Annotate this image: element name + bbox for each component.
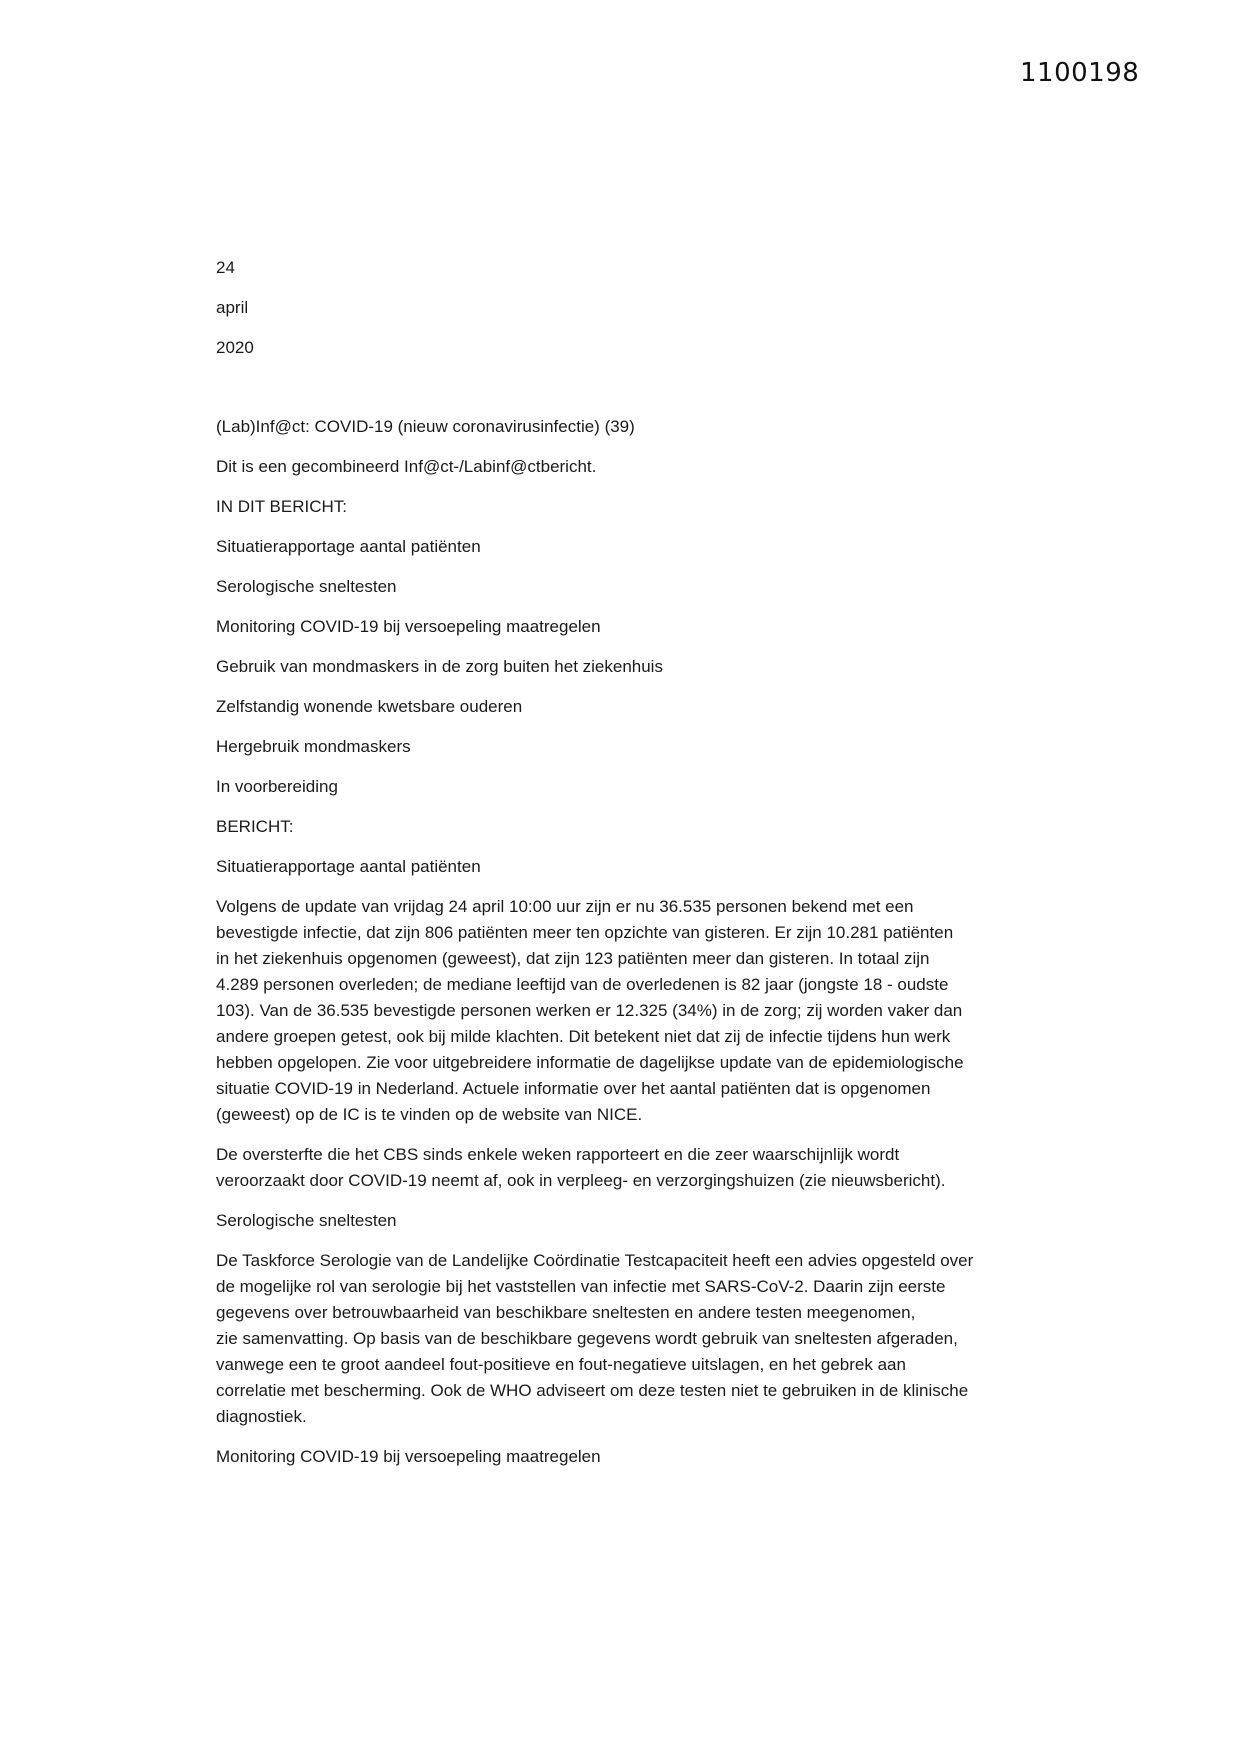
paragraph-line: veroorzaakt door COVID-19 neemt af, ook in verpleeg- en verzorgingshuizen (zie nieuwsbericht).: [216, 1171, 946, 1190]
paragraph-line: 4.289 personen overleden; de mediane leeftijd van de overledenen is 82 jaar (jongste 18 - oudste: [216, 975, 949, 994]
paragraph-line: bevestigde infectie, dat zijn 806 patiënten meer ten opzichte van gisteren. Er zijn 10.281 patiënten: [216, 923, 954, 942]
date-day: 24: [216, 258, 235, 277]
section-heading: Serologische sneltesten: [216, 1211, 397, 1230]
section-heading: Situatierapportage aantal patiënten: [216, 857, 481, 876]
toc-item: Situatierapportage aantal patiënten: [216, 537, 481, 556]
toc-item: Serologische sneltesten: [216, 577, 397, 596]
document-title: (Lab)Inf@ct: COVID-19 (nieuw coronavirusinfectie) (39): [216, 417, 635, 436]
paragraph-line: in het ziekenhuis opgenomen (geweest), dat zijn 123 patiënten meer dan gisteren. In totaal zijn: [216, 949, 930, 968]
toc-item: In voorbereiding: [216, 777, 338, 796]
paragraph-line: de mogelijke rol van serologie bij het vaststellen van infectie met SARS-CoV-2. Daarin zijn eerste: [216, 1277, 946, 1296]
paragraph-line: 103). Van de 36.535 bevestigde personen werken er 12.325 (34%) in de zorg; zij worden vaker dan: [216, 1001, 963, 1020]
toc-item: Gebruik van mondmaskers in de zorg buiten het ziekenhuis: [216, 657, 663, 676]
paragraph-line: hebben opgelopen. Zie voor uitgebreidere informatie de dagelijkse update van de epidemiologische: [216, 1053, 964, 1072]
paragraph-line: Volgens de update van vrijdag 24 april 10:00 uur zijn er nu 36.535 personen bekend met een: [216, 897, 914, 916]
paragraph-line: diagnostiek.: [216, 1407, 307, 1426]
paragraph-line: gegevens over betrouwbaarheid van beschikbare sneltesten en andere testen meegenomen,: [216, 1303, 916, 1322]
paragraph-line: zie samenvatting. Op basis van de beschikbare gegevens wordt gebruik van sneltesten afgeraden,: [216, 1329, 958, 1348]
date-year: 2020: [216, 338, 254, 357]
toc-heading: IN DIT BERICHT:: [216, 497, 347, 516]
toc-item: Zelfstandig wonende kwetsbare ouderen: [216, 697, 523, 716]
paragraph: [216, 894, 1026, 1128]
toc-item: Monitoring COVID-19 bij versoepeling maatregelen: [216, 617, 601, 636]
paragraph-line: De oversterfte die het CBS sinds enkele weken rapporteert en die zeer waarschijnlijk wordt: [216, 1145, 900, 1164]
section-heading: Monitoring COVID-19 bij versoepeling maatregelen: [216, 1447, 601, 1466]
paragraph-line: correlatie met bescherming. Ook de WHO adviseert om deze testen niet te gebruiken in de klinische: [216, 1381, 969, 1400]
paragraph-line: andere groepen getest, ook bij milde klachten. Dit betekent niet dat zij de infectie tijdens hun werk: [216, 1027, 951, 1046]
date-month: april: [216, 298, 249, 317]
message-heading: BERICHT:: [216, 817, 294, 836]
document-body: [216, 414, 1026, 1484]
paragraph: [216, 1248, 1026, 1430]
paragraph: [216, 1142, 1026, 1194]
intro-text: Dit is een gecombineerd Inf@ct-/Labinf@ctbericht.: [216, 457, 597, 476]
paragraph-line: vanwege een te groot aandeel fout-positieve en fout-negatieve uitslagen, en het gebrek aan: [216, 1355, 906, 1374]
paragraph-line: De Taskforce Serologie van de Landelijke Coördinatie Testcapaciteit heeft een advies opgesteld over: [216, 1251, 974, 1270]
paragraph-line: situatie COVID-19 in Nederland. Actuele informatie over het aantal patiënten dat is opgenomen: [216, 1079, 931, 1098]
paragraph-line: (geweest) op de IC is te vinden op de website van NICE.: [216, 1105, 643, 1124]
toc-item: Hergebruik mondmaskers: [216, 737, 411, 756]
document-id: 1100198: [1020, 58, 1140, 88]
